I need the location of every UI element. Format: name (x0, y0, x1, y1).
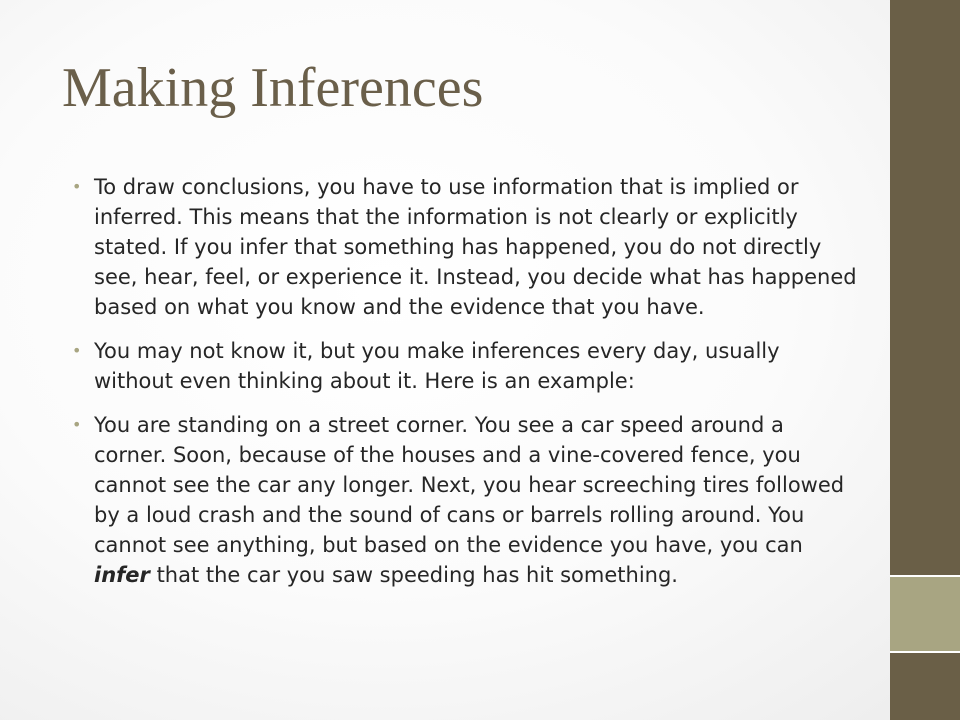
bullet-emphasis: infer (94, 563, 150, 587)
bullet-item-2 (72, 336, 862, 396)
slide-title: Making Inferences (62, 57, 484, 119)
bullet-text: To draw conclusions, you have to use information that is implied or inferred. This means that the information is not clearly or explicitly stated. If you infer that something has happened, you do not directly see, hear, feel, or experience it. Instead, you decide what has happened based on what you know and the evidence that you have. (94, 175, 857, 319)
bullet-marker: • (72, 341, 82, 360)
side-bar-divider-bottom (890, 651, 960, 653)
bullet-item-3 (72, 410, 862, 590)
bullet-text: You may not know it, but you make inferences every day, usually without even thinking about it. Here is an example: (94, 339, 780, 393)
bullet-text-after: that the car you saw speeding has hit something. (149, 563, 678, 587)
bullet-list (72, 172, 862, 604)
bullet-marker: • (72, 415, 82, 434)
bullet-item-1 (72, 172, 862, 322)
side-bar-accent-block (890, 577, 960, 651)
bullet-text-before: You are standing on a street corner. You see a car speed around a corner. Soon, because of the houses and a vine-covered fence, you cannot see the car any longer. Next, you hear screeching tires followed by a loud crash and the sound of cans or barrels rolling around. You cannot see anything, but based on the evidence you have, you can (94, 413, 845, 557)
bullet-marker: • (72, 177, 82, 196)
